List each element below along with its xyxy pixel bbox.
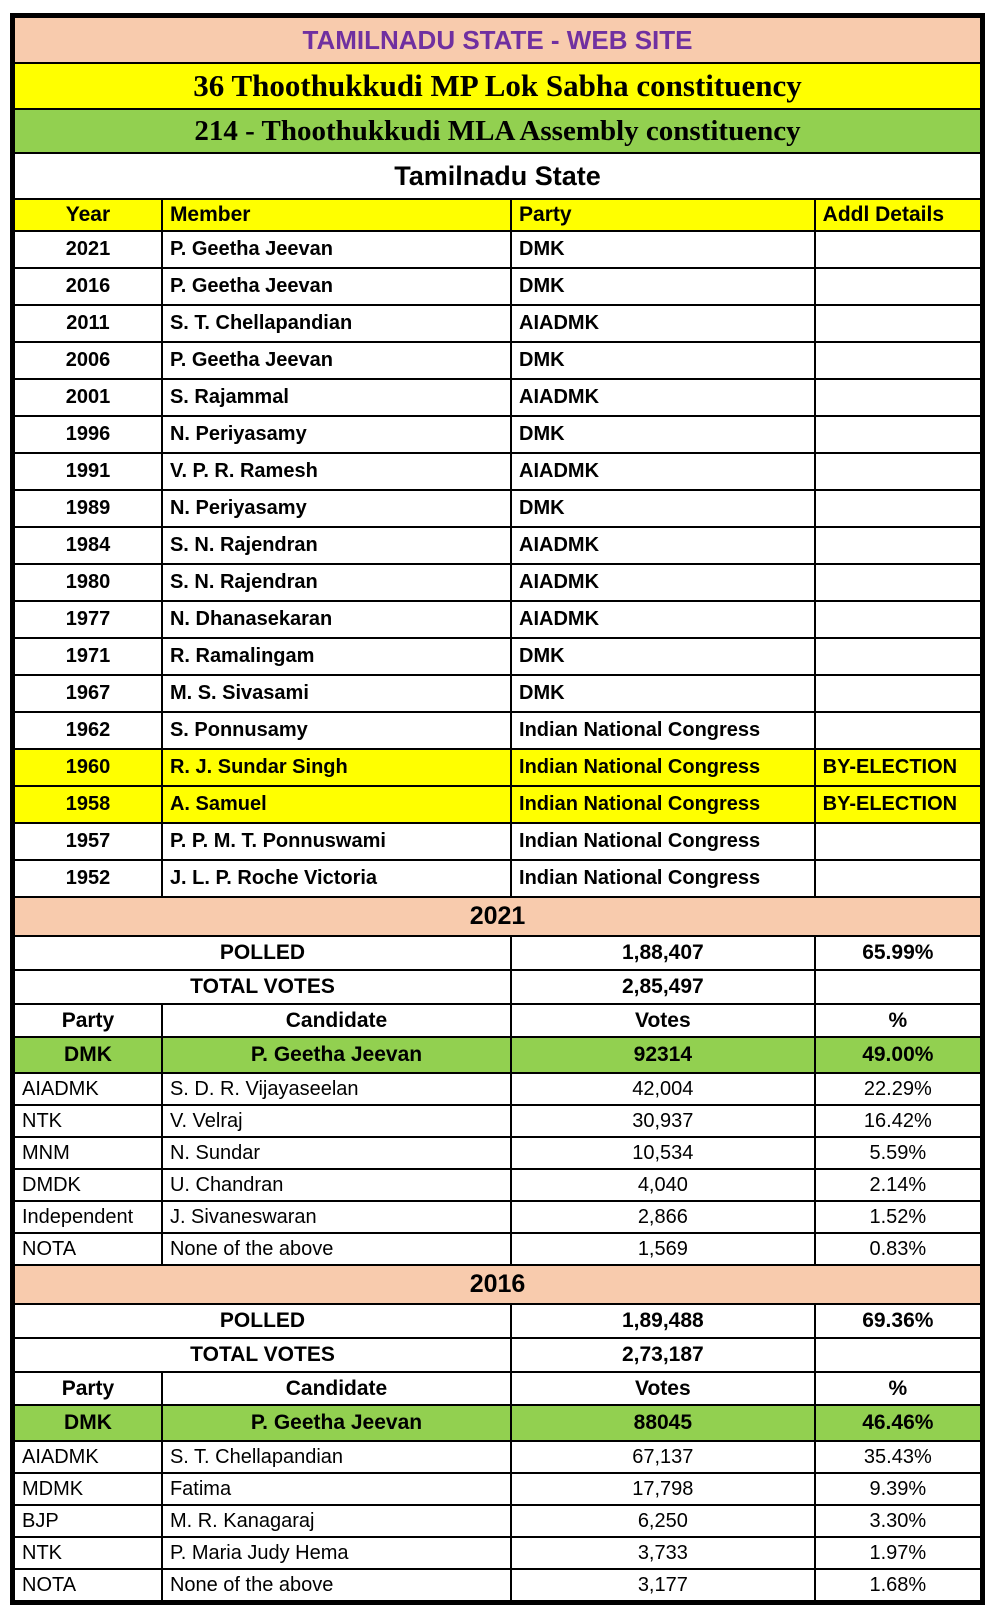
- member-addl: BY-ELECTION: [815, 786, 981, 823]
- polled-label: POLLED: [14, 1304, 511, 1338]
- total-votes-value: 2,73,187: [511, 1338, 815, 1372]
- member-name: P. Geetha Jeevan: [162, 268, 511, 305]
- candidates-header-row: [14, 1004, 981, 1037]
- member-name: N. Dhanasekaran: [162, 601, 511, 638]
- candidate-row: [14, 1441, 981, 1473]
- total-votes-label: TOTAL VOTES: [14, 970, 511, 1004]
- candidate-row: [14, 1569, 981, 1601]
- election-2016-head: [14, 1265, 981, 1441]
- state-title-row: [14, 153, 981, 199]
- winner-party: DMK: [14, 1037, 162, 1073]
- member-row: [14, 638, 981, 675]
- member-name: S. Rajammal: [162, 379, 511, 416]
- mla-constituency-row: [14, 109, 981, 153]
- member-row: [14, 453, 981, 490]
- winner-party: DMK: [14, 1405, 162, 1441]
- polled-pct: 69.36%: [815, 1304, 981, 1338]
- constituency-results-sheet: [10, 13, 985, 1605]
- member-row: [14, 416, 981, 453]
- election-year-banner: [14, 897, 981, 936]
- member-year: 1996: [14, 416, 162, 453]
- header-addl-details: Addl Details: [815, 199, 981, 231]
- member-name: N. Periyasamy: [162, 490, 511, 527]
- member-year: 1977: [14, 601, 162, 638]
- member-party: DMK: [511, 268, 815, 305]
- member-party: DMK: [511, 675, 815, 712]
- candidate-pct: 1.52%: [815, 1201, 981, 1233]
- member-name: P. Geetha Jeevan: [162, 342, 511, 379]
- candidate-name: J. Sivaneswaran: [162, 1201, 511, 1233]
- member-addl: [815, 527, 981, 564]
- member-year: 1989: [14, 490, 162, 527]
- candidate-row: [14, 1537, 981, 1569]
- candidate-pct: 1.68%: [815, 1569, 981, 1601]
- member-addl: [815, 453, 981, 490]
- winner-pct: 46.46%: [815, 1405, 981, 1441]
- member-row: [14, 749, 981, 786]
- candidate-votes: 10,534: [511, 1137, 815, 1169]
- member-row: [14, 712, 981, 749]
- member-year: 2006: [14, 342, 162, 379]
- candidate-votes: 4,040: [511, 1169, 815, 1201]
- candidate-party: MNM: [14, 1137, 162, 1169]
- member-year: 1991: [14, 453, 162, 490]
- member-year: 2021: [14, 231, 162, 268]
- member-row: [14, 601, 981, 638]
- candidate-pct: 5.59%: [815, 1137, 981, 1169]
- member-addl: [815, 601, 981, 638]
- member-year: 1971: [14, 638, 162, 675]
- member-year: 2001: [14, 379, 162, 416]
- candidate-name: None of the above: [162, 1233, 511, 1265]
- header-cand-pct: %: [815, 1004, 981, 1037]
- candidate-party: NTK: [14, 1105, 162, 1137]
- candidate-votes: 17,798: [511, 1473, 815, 1505]
- header-member: Member: [162, 199, 511, 231]
- member-party: AIADMK: [511, 379, 815, 416]
- member-addl: [815, 342, 981, 379]
- member-name: P. P. M. T. Ponnuswami: [162, 823, 511, 860]
- candidate-pct: 9.39%: [815, 1473, 981, 1505]
- member-row: [14, 564, 981, 601]
- header-party: Party: [511, 199, 815, 231]
- member-name: P. Geetha Jeevan: [162, 231, 511, 268]
- member-addl: [815, 305, 981, 342]
- candidate-party: MDMK: [14, 1473, 162, 1505]
- member-addl: [815, 268, 981, 305]
- member-name: R. Ramalingam: [162, 638, 511, 675]
- candidate-name: S. D. R. Vijayaseelan: [162, 1073, 511, 1105]
- candidate-party: AIADMK: [14, 1073, 162, 1105]
- candidate-party: DMDK: [14, 1169, 162, 1201]
- mp-constituency-row: [14, 63, 981, 109]
- polled-row: [14, 936, 981, 970]
- candidate-pct: 16.42%: [815, 1105, 981, 1137]
- members-header-row: [14, 199, 981, 231]
- election-2021-head: [14, 897, 981, 1073]
- candidate-party: NOTA: [14, 1233, 162, 1265]
- member-addl: BY-ELECTION: [815, 749, 981, 786]
- winner-row: [14, 1037, 981, 1073]
- election-2021-candidates-body: [14, 1073, 981, 1265]
- header-cand-votes: Votes: [511, 1372, 815, 1405]
- candidate-pct: 3.30%: [815, 1505, 981, 1537]
- member-addl: [815, 379, 981, 416]
- mp-constituency-title: 36 Thoothukkudi MP Lok Sabha constituency: [14, 63, 981, 109]
- candidate-name: S. T. Chellapandian: [162, 1441, 511, 1473]
- member-addl: [815, 638, 981, 675]
- candidate-pct: 22.29%: [815, 1073, 981, 1105]
- header-cand-pct: %: [815, 1372, 981, 1405]
- member-year: 2011: [14, 305, 162, 342]
- member-year: 1957: [14, 823, 162, 860]
- candidate-votes: 2,866: [511, 1201, 815, 1233]
- candidate-name: None of the above: [162, 1569, 511, 1601]
- member-row: [14, 675, 981, 712]
- member-row: [14, 379, 981, 416]
- polled-label: POLLED: [14, 936, 511, 970]
- candidate-party: Independent: [14, 1201, 162, 1233]
- candidate-party: NTK: [14, 1537, 162, 1569]
- member-addl: [815, 231, 981, 268]
- member-year: 1952: [14, 860, 162, 897]
- member-addl: [815, 564, 981, 601]
- election-year-banner: [14, 1265, 981, 1304]
- candidate-name: N. Sundar: [162, 1137, 511, 1169]
- member-name: A. Samuel: [162, 786, 511, 823]
- election-year: 2021: [14, 897, 981, 936]
- member-row: [14, 305, 981, 342]
- member-party: AIADMK: [511, 453, 815, 490]
- member-name: N. Periyasamy: [162, 416, 511, 453]
- members-history-body: [14, 231, 981, 897]
- winner-votes: 92314: [511, 1037, 815, 1073]
- member-addl: [815, 823, 981, 860]
- election-year: 2016: [14, 1265, 981, 1304]
- candidate-votes: 30,937: [511, 1105, 815, 1137]
- member-addl: [815, 490, 981, 527]
- member-party: DMK: [511, 490, 815, 527]
- winner-row: [14, 1405, 981, 1441]
- candidate-row: [14, 1105, 981, 1137]
- polled-row: [14, 1304, 981, 1338]
- candidate-votes: 1,569: [511, 1233, 815, 1265]
- candidate-votes: 67,137: [511, 1441, 815, 1473]
- member-party: AIADMK: [511, 564, 815, 601]
- member-row: [14, 268, 981, 305]
- member-party: Indian National Congress: [511, 749, 815, 786]
- member-year: 1980: [14, 564, 162, 601]
- member-year: 1962: [14, 712, 162, 749]
- member-party: AIADMK: [511, 305, 815, 342]
- member-party: Indian National Congress: [511, 823, 815, 860]
- candidate-name: M. R. Kanagaraj: [162, 1505, 511, 1537]
- member-addl: [815, 860, 981, 897]
- total-votes-row: [14, 1338, 981, 1372]
- election-2016-candidates-body: [14, 1441, 981, 1601]
- total-votes-label: TOTAL VOTES: [14, 1338, 511, 1372]
- candidate-row: [14, 1169, 981, 1201]
- member-name: J. L. P. Roche Victoria: [162, 860, 511, 897]
- candidate-row: [14, 1137, 981, 1169]
- candidates-header-row: [14, 1372, 981, 1405]
- candidate-name: P. Maria Judy Hema: [162, 1537, 511, 1569]
- member-year: 1960: [14, 749, 162, 786]
- state-title: Tamilnadu State: [14, 153, 981, 199]
- winner-votes: 88045: [511, 1405, 815, 1441]
- candidate-votes: 3,177: [511, 1569, 815, 1601]
- candidate-pct: 0.83%: [815, 1233, 981, 1265]
- member-row: [14, 786, 981, 823]
- candidate-row: [14, 1233, 981, 1265]
- candidate-name: U. Chandran: [162, 1169, 511, 1201]
- candidate-row: [14, 1473, 981, 1505]
- member-party: AIADMK: [511, 601, 815, 638]
- member-party: DMK: [511, 231, 815, 268]
- member-year: 2016: [14, 268, 162, 305]
- member-party: Indian National Congress: [511, 712, 815, 749]
- member-year: 1984: [14, 527, 162, 564]
- member-name: S. Ponnusamy: [162, 712, 511, 749]
- site-title: TAMILNADU STATE - WEB SITE: [14, 17, 981, 63]
- candidate-votes: 42,004: [511, 1073, 815, 1105]
- candidate-party: NOTA: [14, 1569, 162, 1601]
- member-party: DMK: [511, 638, 815, 675]
- polled-votes: 1,88,407: [511, 936, 815, 970]
- header-cand-name: Candidate: [162, 1004, 511, 1037]
- polled-pct: 65.99%: [815, 936, 981, 970]
- site-title-row: [14, 17, 981, 63]
- member-name: R. J. Sundar Singh: [162, 749, 511, 786]
- member-row: [14, 860, 981, 897]
- candidate-pct: 1.97%: [815, 1537, 981, 1569]
- candidate-party: BJP: [14, 1505, 162, 1537]
- member-row: [14, 231, 981, 268]
- member-party: DMK: [511, 342, 815, 379]
- member-addl: [815, 712, 981, 749]
- total-votes-value: 2,85,497: [511, 970, 815, 1004]
- member-party: AIADMK: [511, 527, 815, 564]
- candidate-party: AIADMK: [14, 1441, 162, 1473]
- member-name: S. T. Chellapandian: [162, 305, 511, 342]
- winner-candidate: P. Geetha Jeevan: [162, 1405, 511, 1441]
- member-row: [14, 823, 981, 860]
- member-year: 1967: [14, 675, 162, 712]
- header-cand-name: Candidate: [162, 1372, 511, 1405]
- winner-pct: 49.00%: [815, 1037, 981, 1073]
- member-name: V. P. R. Ramesh: [162, 453, 511, 490]
- member-name: S. N. Rajendran: [162, 564, 511, 601]
- header-year: Year: [14, 199, 162, 231]
- candidate-row: [14, 1201, 981, 1233]
- total-votes-row: [14, 970, 981, 1004]
- member-addl: [815, 675, 981, 712]
- member-name: M. S. Sivasami: [162, 675, 511, 712]
- title-block: [14, 17, 981, 231]
- header-cand-party: Party: [14, 1004, 162, 1037]
- candidate-row: [14, 1505, 981, 1537]
- member-name: S. N. Rajendran: [162, 527, 511, 564]
- candidate-name: V. Velraj: [162, 1105, 511, 1137]
- member-row: [14, 342, 981, 379]
- candidate-pct: 35.43%: [815, 1441, 981, 1473]
- header-cand-votes: Votes: [511, 1004, 815, 1037]
- candidate-votes: 6,250: [511, 1505, 815, 1537]
- results-table: [13, 16, 982, 1602]
- member-party: Indian National Congress: [511, 860, 815, 897]
- member-row: [14, 527, 981, 564]
- candidate-pct: 2.14%: [815, 1169, 981, 1201]
- total-votes-pct-empty: [815, 1338, 981, 1372]
- member-party: Indian National Congress: [511, 786, 815, 823]
- member-row: [14, 490, 981, 527]
- candidate-name: Fatima: [162, 1473, 511, 1505]
- member-party: DMK: [511, 416, 815, 453]
- member-year: 1958: [14, 786, 162, 823]
- total-votes-pct-empty: [815, 970, 981, 1004]
- member-addl: [815, 416, 981, 453]
- candidate-row: [14, 1073, 981, 1105]
- mla-constituency-title: 214 - Thoothukkudi MLA Assembly constituency: [14, 109, 981, 153]
- candidate-votes: 3,733: [511, 1537, 815, 1569]
- header-cand-party: Party: [14, 1372, 162, 1405]
- winner-candidate: P. Geetha Jeevan: [162, 1037, 511, 1073]
- polled-votes: 1,89,488: [511, 1304, 815, 1338]
